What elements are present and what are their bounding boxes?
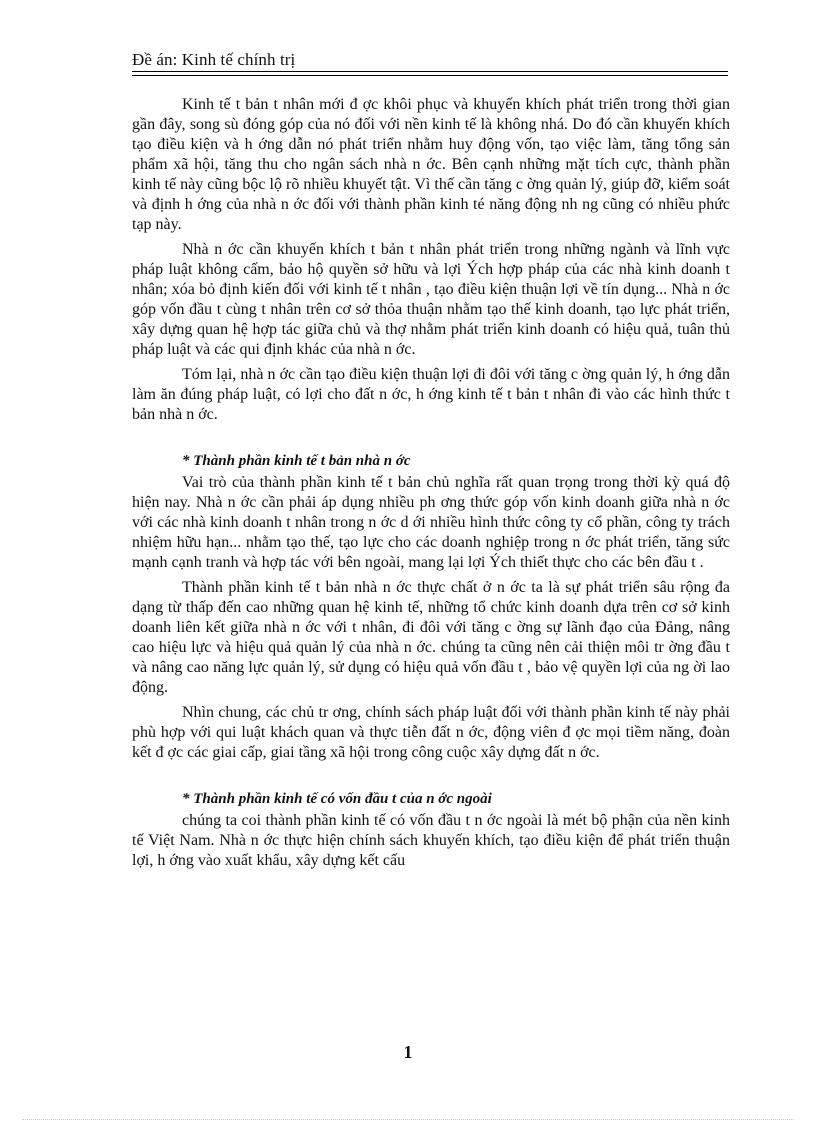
paragraph: Nhà n ớc cần khuyến khích t bản t nhân phát triển trong những ngành và lĩnh vực pháp luật không cấm, bảo hộ quyền sở hữu và lợi Ých hợp pháp của các nhà kinh doanh t nhân; xóa bỏ định kiến đối với kinh tế t nhân , tạo điều kiện thuận lợi về tín dụng... Nhà n ớc góp vốn đầu t cùng t nhân trên cơ sở thỏa thuận nhằm tạo thế kinh doanh, tạo lực phát triển, xây dựng quan hệ hợp tác giữa chủ và thợ nhằm phát triển kinh doanh có hiệu quả, tuân thủ pháp luật và các qui định khác của nhà n ớc. — [132, 241, 730, 358]
page-bottom-border — [22, 1119, 794, 1120]
header-rule-bottom — [132, 75, 728, 76]
paragraph: Thành phần kinh tế t bản nhà n ớc thực chất ở n ớc ta là sự phát triển sâu rộng đa dạng từ thấp đến cao những quan hệ kinh tế, những tổ chức kinh doanh dựa trên cơ sở kinh doanh liên kết giữa nhà n ớc với t nhân, đi đôi với tăng c ờng sự lãnh đạo của Đảng, nâng cao hiệu lực và hiệu quả quản lý của nhà n ớc. chúng ta cũng nên cải thiện môi tr ờng đầu t và nâng cao năng lực quản lý, sử dụng có hiệu quả vốn đầu t , bảo vệ quyền lợi của ng ời lao động. — [132, 579, 730, 696]
page-number: 1 — [403, 1042, 413, 1062]
header-rule-top — [132, 71, 728, 72]
paragraph: Kinh tế t bản t nhân mới đ ợc khôi phục và khuyến khích phát triển trong thời gian gần đây, song sù đóng góp của nó đối với nền kinh tế là không nhá. Do đó cần khuyến khích tạo điều kiện và h ớng dẫn nó phát triển nhằm huy động vốn, tạo việc làm, tăng tổng sản phẩm xã hội, tăng thu cho ngân sách nhà n ớc. Bên cạnh những mặt tích cực, thành phần kinh tế này cũng bộc lộ rõ nhiều khuyết tật. Vì thế cần tăng c ờng quản lý, giúp đỡ, kiểm soát và định h ớng của nhà n ớc đối với thành phần kinh té năng động nh ng cũng có nhiều phức tạp này. — [132, 96, 730, 233]
paragraph: Nhìn chung, các chủ tr ơng, chính sách pháp luật đối với thành phần kinh tế này phải phù hợp với qui luật khách quan và thực tiễn đất n ớc, động viên đ ợc mọi tiềm năng, đoàn kết đ ợc các giai cấp, giai tầng xã hội trong công cuộc xây dựng đất n ớc. — [132, 704, 730, 761]
document-body — [132, 95, 730, 876]
section-heading: * Thành phần kinh tế t bản nhà n ớc — [182, 453, 411, 469]
paragraph: Tóm lại, nhà n ớc cần tạo điều kiện thuận lợi đi đôi với tăng c ờng quản lý, h ớng dẫn làm ăn đúng pháp luật, có lợi cho đất n ớc, h ớng kinh tế t bản t nhân đi vào các hình thức t bản nhà n ớc. — [132, 366, 730, 423]
paragraph: chúng ta coi thành phần kinh tế có vốn đầu t n ớc ngoài là mét bộ phận của nền kinh tế Việt Nam. Nhà n ớc thực hiện chính sách khuyến khích, tạo điều kiện để phát triển thuận lợi, h ớng vào xuất khẩu, xây dựng kết cấu — [132, 812, 730, 869]
document-header-title: Đề án: Kinh tế chính trị — [132, 50, 296, 69]
section-heading: * Thành phần kinh tế có vốn đầu t của n ớc ngoài — [182, 791, 492, 807]
paragraph: Vai trò của thành phần kinh tế t bản chủ nghĩa rất quan trọng trong thời kỳ quá độ hiện nay. Nhà n ớc cần phải áp dụng nhiều ph ơng thức góp vốn kinh doanh giữa nhà n ớc với các nhà kinh doanh t nhân trong n ớc d ới nhiều hình thức công ty cổ phần, công ty trách nhiệm hữu hạn... nhằm tạo thế, tạo lực cho các doanh nghiệp trong n ớc phát triển, tăng sức mạnh cạnh tranh và hợp tác với bên ngoài, mang lại lợi Ých thiết thực cho các bên đầu t . — [132, 474, 730, 571]
